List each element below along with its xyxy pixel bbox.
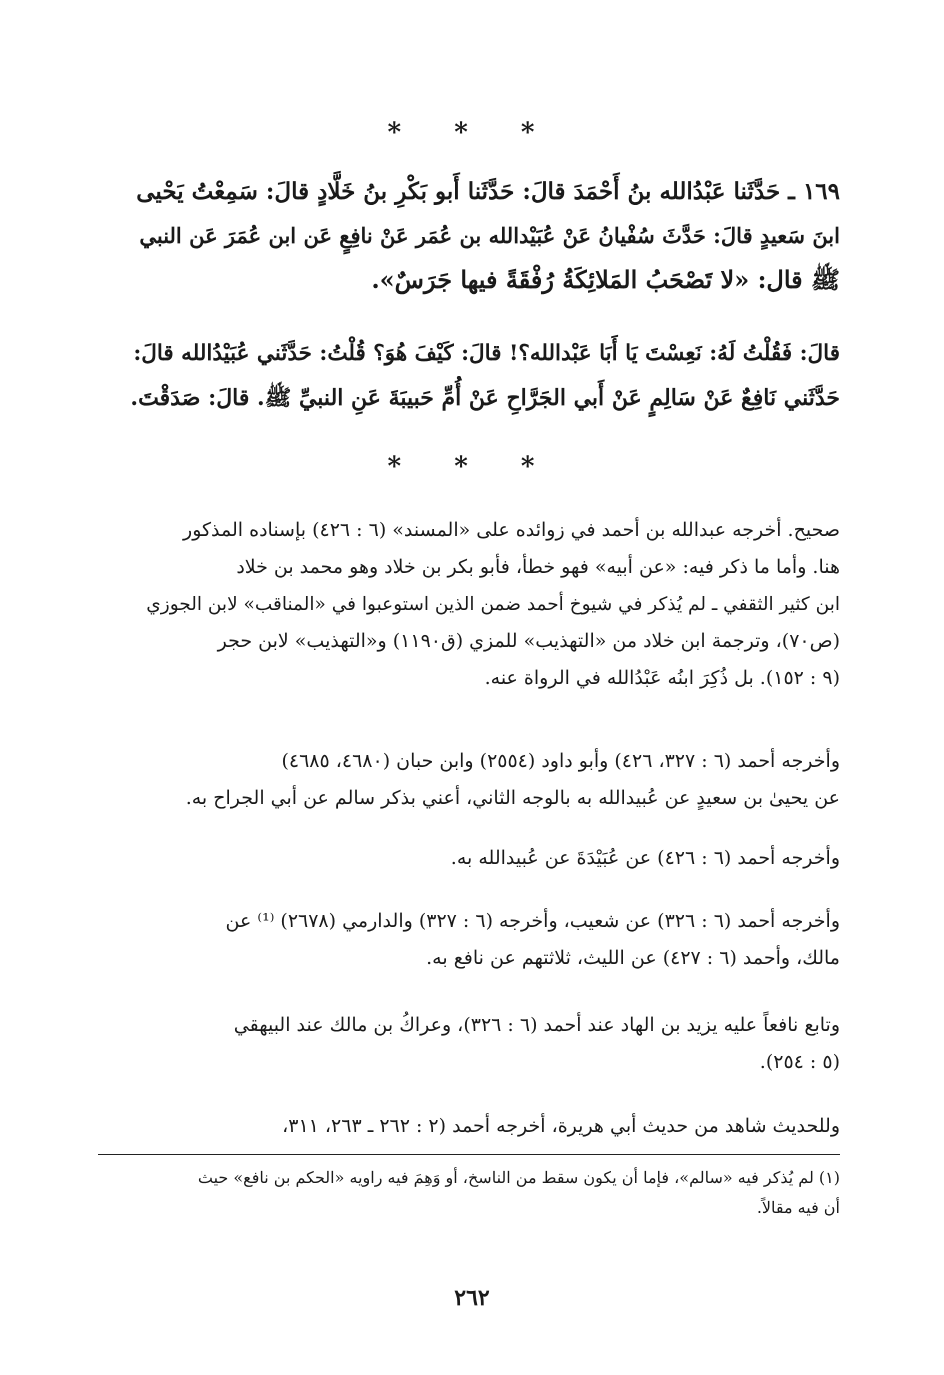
text-line: ﷺ قال: «لا تَصْحَبُ المَلائِكَةُ رُفْقَةً فيها جَرَسٌ». — [371, 265, 840, 294]
hadith-paragraph-2 — [130, 332, 840, 420]
text-line: صحيح. أخرجه عبدالله بن أحمد في زوائده على «المسند» (٦ : ٤٢٦) بإسناده المذكور — [183, 519, 840, 541]
text-line: حَدَّثَني نَافِعٌ عَنْ سَالِمٍ عَنْ أَبي الجَرَّاحِ عَنْ أُمِّ حَبيبَةَ عَنِ النبيِّ ﷺ. قالَ: صَدَقْتَ. — [130, 385, 840, 411]
commentary-paragraph-1 — [130, 512, 840, 697]
footnote-line: أن فيه مقالاً. — [756, 1198, 840, 1217]
text-line: (٩ : ١٥٢). بل ذُكِرَ ابنُه عَبْدُالله في الرواة عنه. — [484, 667, 840, 689]
commentary-paragraph-4 — [130, 903, 840, 977]
text-line: (٥ : ٢٥٤). — [759, 1051, 840, 1073]
hadith-paragraph-1 — [130, 170, 840, 302]
commentary-paragraph-6 — [130, 1108, 840, 1145]
text-line: وأخرجه أحمد (٦ : ٤٢٦) عن عُبَيْدَةَ عن عُبيدالله به. — [450, 847, 840, 869]
text-line: مالك، وأحمد (٦ : ٤٢٧) عن الليث، ثلاثتهم عن نافع به. — [426, 947, 840, 969]
text-line: هنا. وأما ما ذكر فيه: «عن أبيه» فهو خطأ، فأبو بكر بن خلاد وهو محمد بن خلاد — [236, 556, 840, 578]
text-line: عن يحيىٰ بن سعيدٍ عن عُبيدالله به بالوجه الثاني، أعني بذكر سالم عن أبي الجراح به. — [185, 787, 840, 809]
separator-top: * * * — [387, 118, 557, 148]
text-line: وللحديث شاهد من حديث أبي هريرة، أخرجه أحمد (٢ : ٢٦٢ ـ ٢٦٣، ٣١١، — [282, 1115, 840, 1137]
text-line: ابنَ سَعيدٍ قالَ: حَدَّثَ سُفْيانُ عَنْ عُبَيْدالله بن عُمَر عَنْ نافِعٍ عَن ابن عُمَرَ عَن النبي — [139, 223, 840, 248]
commentary-paragraph-5 — [130, 1007, 840, 1081]
text-line: ابن كثير الثقفي ـ لم يُذكر في شيوخ أحمد ضمن الذين استوعبوا في «المناقب» لابن الجوزي — [146, 594, 840, 615]
commentary-paragraph-2 — [130, 743, 840, 817]
page-number: ٢٦٢ — [454, 1285, 490, 1311]
text-line: وأخرجه أحمد (٦ : ٣٢٦) عن شعيب، وأخرجه (٦ : ٣٢٧) والدارمي (٢٦٧٨) ⁽¹⁾ عن — [225, 910, 840, 932]
footnote-line: (١) لم يُذكر فيه «سالم»، فإما أن يكون سقط من الناسخ، أو وَهِمَ فيه راويه «الحكم بن نافع» حيث — [197, 1168, 840, 1187]
commentary-paragraph-3 — [130, 840, 840, 877]
text-line: ١٦٩ ـ حَدَّثَنا عَبْدُالله بنُ أَحْمَدَ قالَ: حَدَّثَنا أَبو بَكْرِ بنُ خَلَّادٍ قالَ: سَمِعْتُ يَحْيى — [136, 178, 840, 205]
text-line: وأخرجه أحمد (٦ : ٣٢٧، ٤٢٦) وأبو داود (٢٥٥٤) وابن حبان (٤٦٨٠، ٤٦٨٥) — [281, 750, 840, 772]
text-line: (ص٧٠)، وترجمة ابن خلاد من «التهذيب» للمزي (ق١١٩٠) و«التهذيب» لابن حجر — [217, 630, 840, 652]
separator-middle: * * * — [387, 452, 557, 482]
footnote-divider — [98, 1154, 840, 1155]
footnote — [98, 1163, 840, 1223]
text-line: قالَ: فَقُلْتُ لَهُ: نَعِسْتَ يَا أَبَا عَبْدالله؟! قالَ: كَيْفَ هُوَ؟ قُلْتُ: حَدَّثَني عُبَيْدُالله قالَ: — [133, 341, 840, 366]
text-line: وتابع نافعاً عليه يزيد بن الهاد عند أحمد (٦ : ٣٢٦)، وعراكُ بن مالك عند البيهقي — [233, 1014, 840, 1036]
